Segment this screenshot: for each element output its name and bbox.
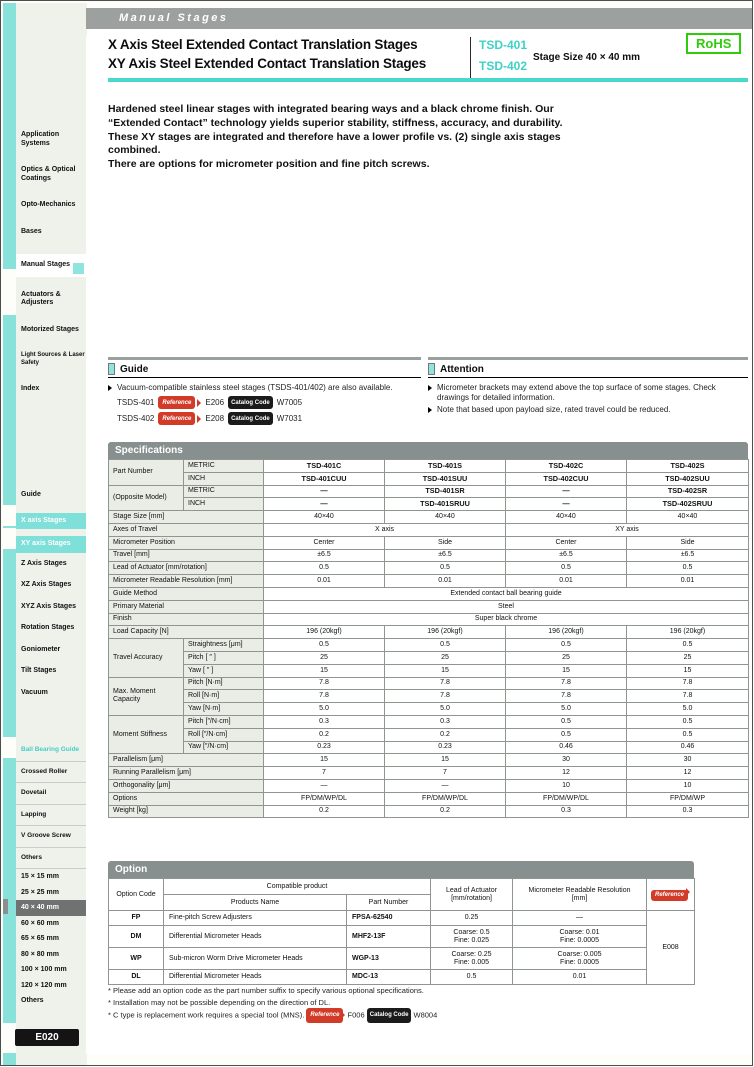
spec-row-label: Load Capacity [N] [109, 626, 264, 639]
sidebar-item[interactable]: 25 × 25 mm [21, 888, 59, 896]
model-number-1: TSD-401 [479, 38, 528, 52]
part-number-cell: TSD-402S [627, 460, 749, 473]
attention-note: Micrometer brackets may extend above the top surface of some stages. Check drawings for detailed information. [428, 383, 748, 403]
attention-title: Attention [440, 363, 484, 375]
reference-badge: Reference [651, 890, 688, 901]
spec-row-label: Max. Moment Capacity [109, 677, 184, 715]
option-product-name: Fine-pitch Screw Adjusters [164, 911, 347, 926]
spec-row [109, 613, 749, 626]
spec-value-cell: 0.3 [264, 715, 385, 728]
spec-value-cell: 12 [627, 767, 749, 780]
sidebar-guide-type-nav [16, 740, 87, 869]
option-resolution-cell: 0.01 [513, 970, 647, 985]
spec-value-cell: 0.5 [627, 715, 749, 728]
sidebar-item[interactable]: Others [21, 997, 44, 1004]
sidebar-size-nav [16, 869, 87, 1009]
spec-row [109, 715, 749, 728]
spec-sub-label: METRIC [184, 485, 264, 498]
category-tab-label: Manual Stages [119, 12, 229, 24]
spec-value-cell: 15 [627, 664, 749, 677]
spec-row [109, 754, 749, 767]
part-number-cell: — [264, 485, 385, 498]
spec-sub-label: METRIC [184, 460, 264, 473]
spec-row [109, 600, 749, 613]
guide-note: Vacuum-compatible stainless steel stages (TSDS-401/402) are also available. [108, 383, 421, 393]
sidebar-item[interactable]: Goniometer [21, 645, 61, 653]
ref-page: F006 [347, 1010, 365, 1020]
specifications-title: Specifications [108, 442, 748, 459]
catalog-code-value: W7005 [276, 397, 303, 407]
sidebar-item[interactable]: 15 × 15 mm [21, 873, 59, 880]
sidebar-item[interactable]: Index [21, 385, 40, 392]
option-product-name: Sub-micron Worm Drive Micrometer Heads [164, 948, 347, 970]
option-col-header: Compatible product [164, 879, 431, 895]
option-code: WP [109, 948, 164, 970]
option-section [108, 861, 694, 985]
part-number-cell: TSD-402SRUU [627, 498, 749, 511]
option-footnotes [108, 985, 437, 1023]
spec-value-cell: 15 [264, 664, 385, 677]
spec-value-cell: 40×40 [385, 511, 506, 524]
spec-value-cell: 0.2 [264, 805, 385, 818]
intro-line: “Extended Contact” technology yields superior stability, stiffness, accuracy, and durability. [108, 116, 563, 129]
spec-value-cell: Center [506, 536, 627, 549]
spec-row-label: Weight [kg] [109, 805, 264, 818]
option-col-header [513, 879, 647, 911]
spec-row [109, 639, 749, 652]
spec-row [109, 767, 749, 780]
part-number-cell: TSD-401SR [385, 485, 506, 498]
spec-row-label: Moment Stiffness [109, 715, 184, 753]
spec-sub-label: Roll [″/N·cm] [184, 728, 264, 741]
guide-header [108, 363, 421, 378]
option-col-header-line: [mm/rotation] [451, 894, 492, 902]
sidebar-item[interactable]: X axis Stages [16, 513, 87, 530]
spec-value-cell: ±6.5 [506, 549, 627, 562]
ref-model: TSDS-402 [117, 413, 155, 423]
page-title-line1: X Axis Steel Extended Contact Translation Stages [108, 37, 418, 52]
part-number-cell: TSD-402SR [627, 485, 749, 498]
part-number-cell: TSD-401C [264, 460, 385, 473]
part-number-cell: — [506, 485, 627, 498]
part-number-cell: TSD-401SUU [385, 472, 506, 485]
sidebar-item[interactable]: Others [16, 848, 87, 870]
footnote: * C type is replacement work requires a special tool (MNS). Reference F006 Catalog Code W8004 [108, 1008, 437, 1023]
guide-ref-row [108, 412, 421, 425]
option-lead-cell: 0.5 [431, 970, 513, 985]
spec-value-cell: 0.3 [385, 715, 506, 728]
option-col-header: Option Code [109, 879, 164, 911]
sidebar-item[interactable]: 60 × 60 mm [21, 919, 59, 927]
spec-value-cell: 25 [506, 651, 627, 664]
strip-tick [3, 899, 8, 914]
spec-value-cell: 7.8 [506, 677, 627, 690]
spec-value-cell: 7.8 [264, 690, 385, 703]
spec-value-cell: Side [385, 536, 506, 549]
spec-row [109, 779, 749, 792]
sidebar-item[interactable]: Guide [21, 491, 41, 498]
spec-value-cell: 25 [264, 651, 385, 664]
sidebar-item[interactable]: XYZ Axis Stages [21, 602, 76, 610]
part-number-cell: TSD-401SRUU [385, 498, 506, 511]
spec-row [109, 536, 749, 549]
spec-value-cell: 5.0 [264, 703, 385, 716]
reference-arrow-icon [197, 399, 201, 407]
part-number-cell: TSD-401S [385, 460, 506, 473]
spec-value-cell: 7 [264, 767, 385, 780]
spec-row [109, 728, 749, 741]
spec-value-cell: 15 [506, 664, 627, 677]
spec-sub-label: INCH [184, 472, 264, 485]
sidebar-item[interactable]: XZ Axis Stages [21, 581, 72, 588]
reference-badge: Reference [158, 396, 195, 409]
sidebar-item[interactable]: Ball Bearing Guide [16, 740, 87, 762]
option-resolution-cell: Coarse: 0.005 Fine: 0.0005 [513, 948, 647, 970]
sidebar-item[interactable]: Light Sources & Laser Safety [21, 352, 85, 366]
spec-sub-label: Pitch [ ″ ] [184, 651, 264, 664]
spec-value-cell: FP/DM/WP/DL [385, 792, 506, 805]
spec-value-cell: XY axis [506, 523, 749, 536]
spec-value-cell: 196 (20kgf) [264, 626, 385, 639]
sidebar-item[interactable]: Application Systems [21, 131, 60, 147]
option-col-header [431, 879, 513, 911]
spec-value-cell: Super black chrome [264, 613, 749, 626]
sidebar-stage-nav [16, 491, 87, 710]
option-header-row [109, 879, 695, 895]
spec-value-cell: 0.5 [506, 715, 627, 728]
option-col-header-line: Lead of Actuator [446, 886, 497, 894]
strip-gap [3, 528, 16, 549]
spec-value-cell: FP/DM/WP/DL [264, 792, 385, 805]
option-product-name: Differential Micrometer Heads [164, 926, 347, 948]
spec-value-cell: 0.5 [264, 562, 385, 575]
spec-sub-label: Pitch [N·m] [184, 677, 264, 690]
spec-value-cell: 0.01 [506, 575, 627, 588]
sidebar-item[interactable]: Rotation Stages [21, 624, 75, 631]
attention-note: Note that based upon payload size, rated travel could be reduced. [428, 405, 748, 415]
spec-value-cell: 0.5 [506, 562, 627, 575]
sidebar-item[interactable]: Crossed Roller [16, 762, 87, 784]
spec-row [109, 664, 749, 677]
option-col-header-line: [mm] [571, 894, 588, 902]
option-col-header-line: Micrometer Readable Resolution [528, 886, 631, 894]
stage-size-label: Stage Size 40 × 40 mm [533, 52, 641, 63]
sidebar-item[interactable]: 120 × 120 mm [21, 981, 67, 989]
spec-row [109, 805, 749, 818]
spec-value-cell: 0.5 [264, 639, 385, 652]
option-reference-page: E008 [647, 911, 695, 985]
sidebar-item[interactable]: Tilt Stages [21, 667, 57, 674]
spec-row-label: Orthogonality [μm] [109, 779, 264, 792]
spec-row-label: Options [109, 792, 264, 805]
reference-badge: Reference [158, 412, 195, 425]
guide-title: Guide [120, 363, 149, 375]
spec-row [109, 703, 749, 716]
sidebar-item[interactable]: XY axis Stages [16, 536, 87, 553]
spec-value-cell: 15 [264, 754, 385, 767]
part-number-cell: TSD-402C [506, 460, 627, 473]
model-number-2: TSD-402 [479, 59, 528, 73]
spec-value-cell: 0.01 [264, 575, 385, 588]
option-code: DM [109, 926, 164, 948]
spec-sub-label: Roll [N·m] [184, 690, 264, 703]
option-part-number: MHF2-13F [347, 926, 431, 948]
spec-sub-label: Yaw [ ″ ] [184, 664, 264, 677]
spec-row-label: Travel [mm] [109, 549, 264, 562]
spec-value-cell: X axis [264, 523, 506, 536]
spec-value-cell: 15 [385, 664, 506, 677]
content-panel [86, 29, 753, 1054]
spec-row [109, 549, 749, 562]
spec-row-label: (Opposite Model) [109, 485, 184, 511]
option-code: DL [109, 970, 164, 985]
spec-value-cell: 0.23 [264, 741, 385, 754]
spec-value-cell: Side [627, 536, 749, 549]
option-row [109, 970, 695, 985]
spec-value-cell: 0.5 [385, 639, 506, 652]
spec-value-cell: Center [264, 536, 385, 549]
spec-row-label: Primary Material [109, 600, 264, 613]
spec-row-label: Travel Accuracy [109, 639, 184, 677]
spec-value-cell: 0.46 [627, 741, 749, 754]
spec-value-cell: 40×40 [506, 511, 627, 524]
spec-value-cell: 30 [506, 754, 627, 767]
guide-ref-row [108, 396, 421, 409]
attention-header [428, 363, 748, 378]
spec-value-cell: 40×40 [264, 511, 385, 524]
ref-model: TSDS-401 [117, 397, 155, 407]
page-title-line2: XY Axis Steel Extended Contact Translation Stages [108, 56, 427, 71]
sidebar-item[interactable]: Z Axis Stages [21, 559, 67, 567]
spec-value-cell: — [385, 779, 506, 792]
spec-value-cell: 5.0 [506, 703, 627, 716]
spec-value-cell: ±6.5 [385, 549, 506, 562]
spec-value-cell: 0.2 [385, 728, 506, 741]
catalog-code-value: W7031 [276, 413, 303, 423]
option-resolution-cell: Coarse: 0.01 Fine: 0.0005 [513, 926, 647, 948]
spec-value-cell: 12 [506, 767, 627, 780]
part-number-cell: TSD-401CUU [264, 472, 385, 485]
catalog-code-badge: Catalog Code [367, 1008, 412, 1023]
spec-row-label: Finish [109, 613, 264, 626]
spec-value-cell: 0.5 [385, 562, 506, 575]
spec-row [109, 677, 749, 690]
ref-page: E206 [205, 397, 225, 407]
sidebar-item[interactable]: 40 × 40 mm [16, 900, 87, 916]
spec-value-cell: 25 [385, 651, 506, 664]
reference-arrow-icon [197, 415, 201, 423]
intro-line: Hardened steel linear stages with integrated bearing ways and a black chrome finish. Our [108, 103, 554, 115]
spec-value-cell: 40×40 [627, 511, 749, 524]
part-number-cell: TSD-402SUU [627, 472, 749, 485]
spec-row [109, 523, 749, 536]
option-part-number: FPSA-62540 [347, 911, 431, 926]
spec-row [109, 626, 749, 639]
option-title: Option [108, 861, 694, 878]
spec-value-cell: 10 [627, 779, 749, 792]
option-lead-cell: Coarse: 0.25 Fine: 0.005 [431, 948, 513, 970]
option-code: FP [109, 911, 164, 926]
spec-row [109, 562, 749, 575]
reference-arrow-icon [686, 888, 690, 896]
section-marker-icon [108, 363, 115, 375]
intro-line: There are options for micrometer position and fine pitch screws. [108, 158, 430, 171]
spec-value-cell: — [264, 779, 385, 792]
spec-row [109, 651, 749, 664]
option-part-number: WGP-13 [347, 948, 431, 970]
spec-value-cell: 0.2 [264, 728, 385, 741]
option-col-header: Products Name [164, 895, 347, 911]
spec-value-cell: Extended contact ball bearing guide [264, 587, 749, 600]
intro-paragraph [108, 103, 753, 172]
spec-value-cell: 0.01 [627, 575, 749, 588]
spec-value-cell: 0.23 [385, 741, 506, 754]
spec-row-label: Micrometer Position [109, 536, 264, 549]
option-part-number: MDC-13 [347, 970, 431, 985]
spec-row [109, 690, 749, 703]
spec-value-cell: ±6.5 [627, 549, 749, 562]
sidebar [16, 3, 87, 1065]
spec-value-cell: 7 [385, 767, 506, 780]
guide-section [108, 357, 421, 425]
sidebar-item[interactable]: 100 × 100 mm [21, 966, 67, 973]
spec-value-cell: 0.5 [506, 728, 627, 741]
spec-value-cell: 0.01 [385, 575, 506, 588]
sidebar-item[interactable]: 80 × 80 mm [21, 950, 59, 958]
spec-value-cell: 5.0 [385, 703, 506, 716]
spec-value-cell: 0.5 [627, 728, 749, 741]
spec-value-cell: 0.3 [627, 805, 749, 818]
catalog-code-badge: Catalog Code [228, 412, 273, 425]
category-tab[interactable] [86, 8, 753, 29]
spec-row [109, 511, 749, 524]
option-reference-header [647, 879, 695, 911]
spec-row-label: Guide Method [109, 587, 264, 600]
option-row [109, 926, 695, 948]
spec-value-cell: 196 (20kgf) [506, 626, 627, 639]
spec-value-cell: 196 (20kgf) [627, 626, 749, 639]
spec-row-label: Parallelism [μm] [109, 754, 264, 767]
reference-badge: Reference [306, 1008, 343, 1023]
sidebar-item[interactable]: Lapping [16, 805, 87, 827]
spec-sub-label: Straightness [μm] [184, 639, 264, 652]
spec-value-cell: 0.5 [627, 562, 749, 575]
spec-row-label: Axes of Travel [109, 523, 264, 536]
spec-sub-label: Pitch [″/N·cm] [184, 715, 264, 728]
spec-row-label: Stage Size [mm] [109, 511, 264, 524]
spec-value-cell: FP/DM/WP [627, 792, 749, 805]
spec-value-cell: 0.3 [506, 805, 627, 818]
spec-row [109, 792, 749, 805]
spec-row-label: Lead of Actuator [mm/rotation] [109, 562, 264, 575]
part-number-cell: TSD-402CUU [506, 472, 627, 485]
spec-value-cell: FP/DM/WP/DL [506, 792, 627, 805]
footnote: * Installation may not be possible depending on the direction of DL. [108, 997, 331, 1007]
sidebar-item[interactable]: Manual Stages [16, 254, 87, 277]
spec-sub-label: Yaw [″/N·cm] [184, 741, 264, 754]
sidebar-item[interactable]: Actuators & Adjusters [21, 290, 61, 306]
sidebar-item[interactable]: Dovetail [16, 783, 87, 805]
option-row [109, 948, 695, 970]
rohs-badge: RoHS [686, 33, 741, 54]
spec-row [109, 741, 749, 754]
option-row [109, 911, 695, 926]
sidebar-main-nav [16, 131, 87, 412]
spec-value-cell: 0.5 [627, 639, 749, 652]
spec-row [109, 575, 749, 588]
spec-table [108, 459, 749, 818]
part-number-cell: — [264, 498, 385, 511]
spec-row-label: Part Number [109, 460, 184, 486]
spec-value-cell: 30 [627, 754, 749, 767]
header-rule [108, 78, 748, 82]
option-lead-cell: Coarse: 0.5 Fine: 0.025 [431, 926, 513, 948]
spec-row-label: Micrometer Readable Resolution [mm] [109, 575, 264, 588]
spec-value-cell: 0.2 [385, 805, 506, 818]
catalog-code-value: W8004 [413, 1010, 438, 1020]
page-number-badge: E020 [15, 1029, 79, 1046]
spec-value-cell: 0.46 [506, 741, 627, 754]
spec-value-cell: 196 (20kgf) [385, 626, 506, 639]
sidebar-item[interactable]: Opto-Mechanics [21, 201, 76, 208]
strip-gap [3, 737, 16, 758]
sidebar-item[interactable]: V Groove Screw [16, 826, 87, 848]
spec-value-cell: Steel [264, 600, 749, 613]
spec-row [109, 587, 749, 600]
spec-sub-label: Yaw [N·m] [184, 703, 264, 716]
option-product-name: Differential Micrometer Heads [164, 970, 347, 985]
specifications-section [108, 442, 748, 818]
footnote: * Please add an option code as the part number suffix to specify various optional specifications. [108, 986, 424, 995]
strip-gap [3, 505, 16, 526]
spec-value-cell: 10 [506, 779, 627, 792]
intro-line: These XY stages are integrated and therefore have a lower profile vs. (2) single axis stages [108, 130, 561, 143]
spec-row-label: Running Parallelism [μm] [109, 767, 264, 780]
intro-line: combined. [108, 144, 161, 157]
option-lead-cell: 0.25 [431, 911, 513, 926]
attention-section [428, 357, 748, 417]
option-col-header: Part Number [347, 895, 431, 911]
section-marker-icon [428, 363, 435, 375]
strip-gap [3, 269, 16, 315]
spec-sub-label: INCH [184, 498, 264, 511]
option-table [108, 878, 695, 985]
part-number-cell: — [506, 498, 627, 511]
sidebar-item[interactable]: Motorized Stages [21, 325, 79, 333]
spec-value-cell: 7.8 [627, 690, 749, 703]
catalog-code-badge: Catalog Code [228, 396, 273, 409]
spec-value-cell: 7.8 [506, 690, 627, 703]
spec-value-cell: 7.8 [264, 677, 385, 690]
reference-arrow-icon [341, 1011, 345, 1019]
option-resolution-cell: — [513, 911, 647, 926]
ref-page: E208 [205, 413, 225, 423]
spec-value-cell: 7.8 [627, 677, 749, 690]
spec-value-cell: 7.8 [385, 677, 506, 690]
spec-value-cell: 15 [385, 754, 506, 767]
spec-value-cell: 25 [627, 651, 749, 664]
title-divider [470, 37, 471, 79]
spec-value-cell: 0.5 [506, 639, 627, 652]
sidebar-item[interactable]: 65 × 65 mm [21, 935, 59, 942]
spec-value-cell: 7.8 [385, 690, 506, 703]
sidebar-item[interactable]: Bases [21, 227, 42, 235]
spec-value-cell: 5.0 [627, 703, 749, 716]
sidebar-item[interactable]: Vacuum [21, 688, 48, 696]
sidebar-item[interactable]: Optics & Optical Coatings [21, 166, 76, 182]
spec-value-cell: ±6.5 [264, 549, 385, 562]
